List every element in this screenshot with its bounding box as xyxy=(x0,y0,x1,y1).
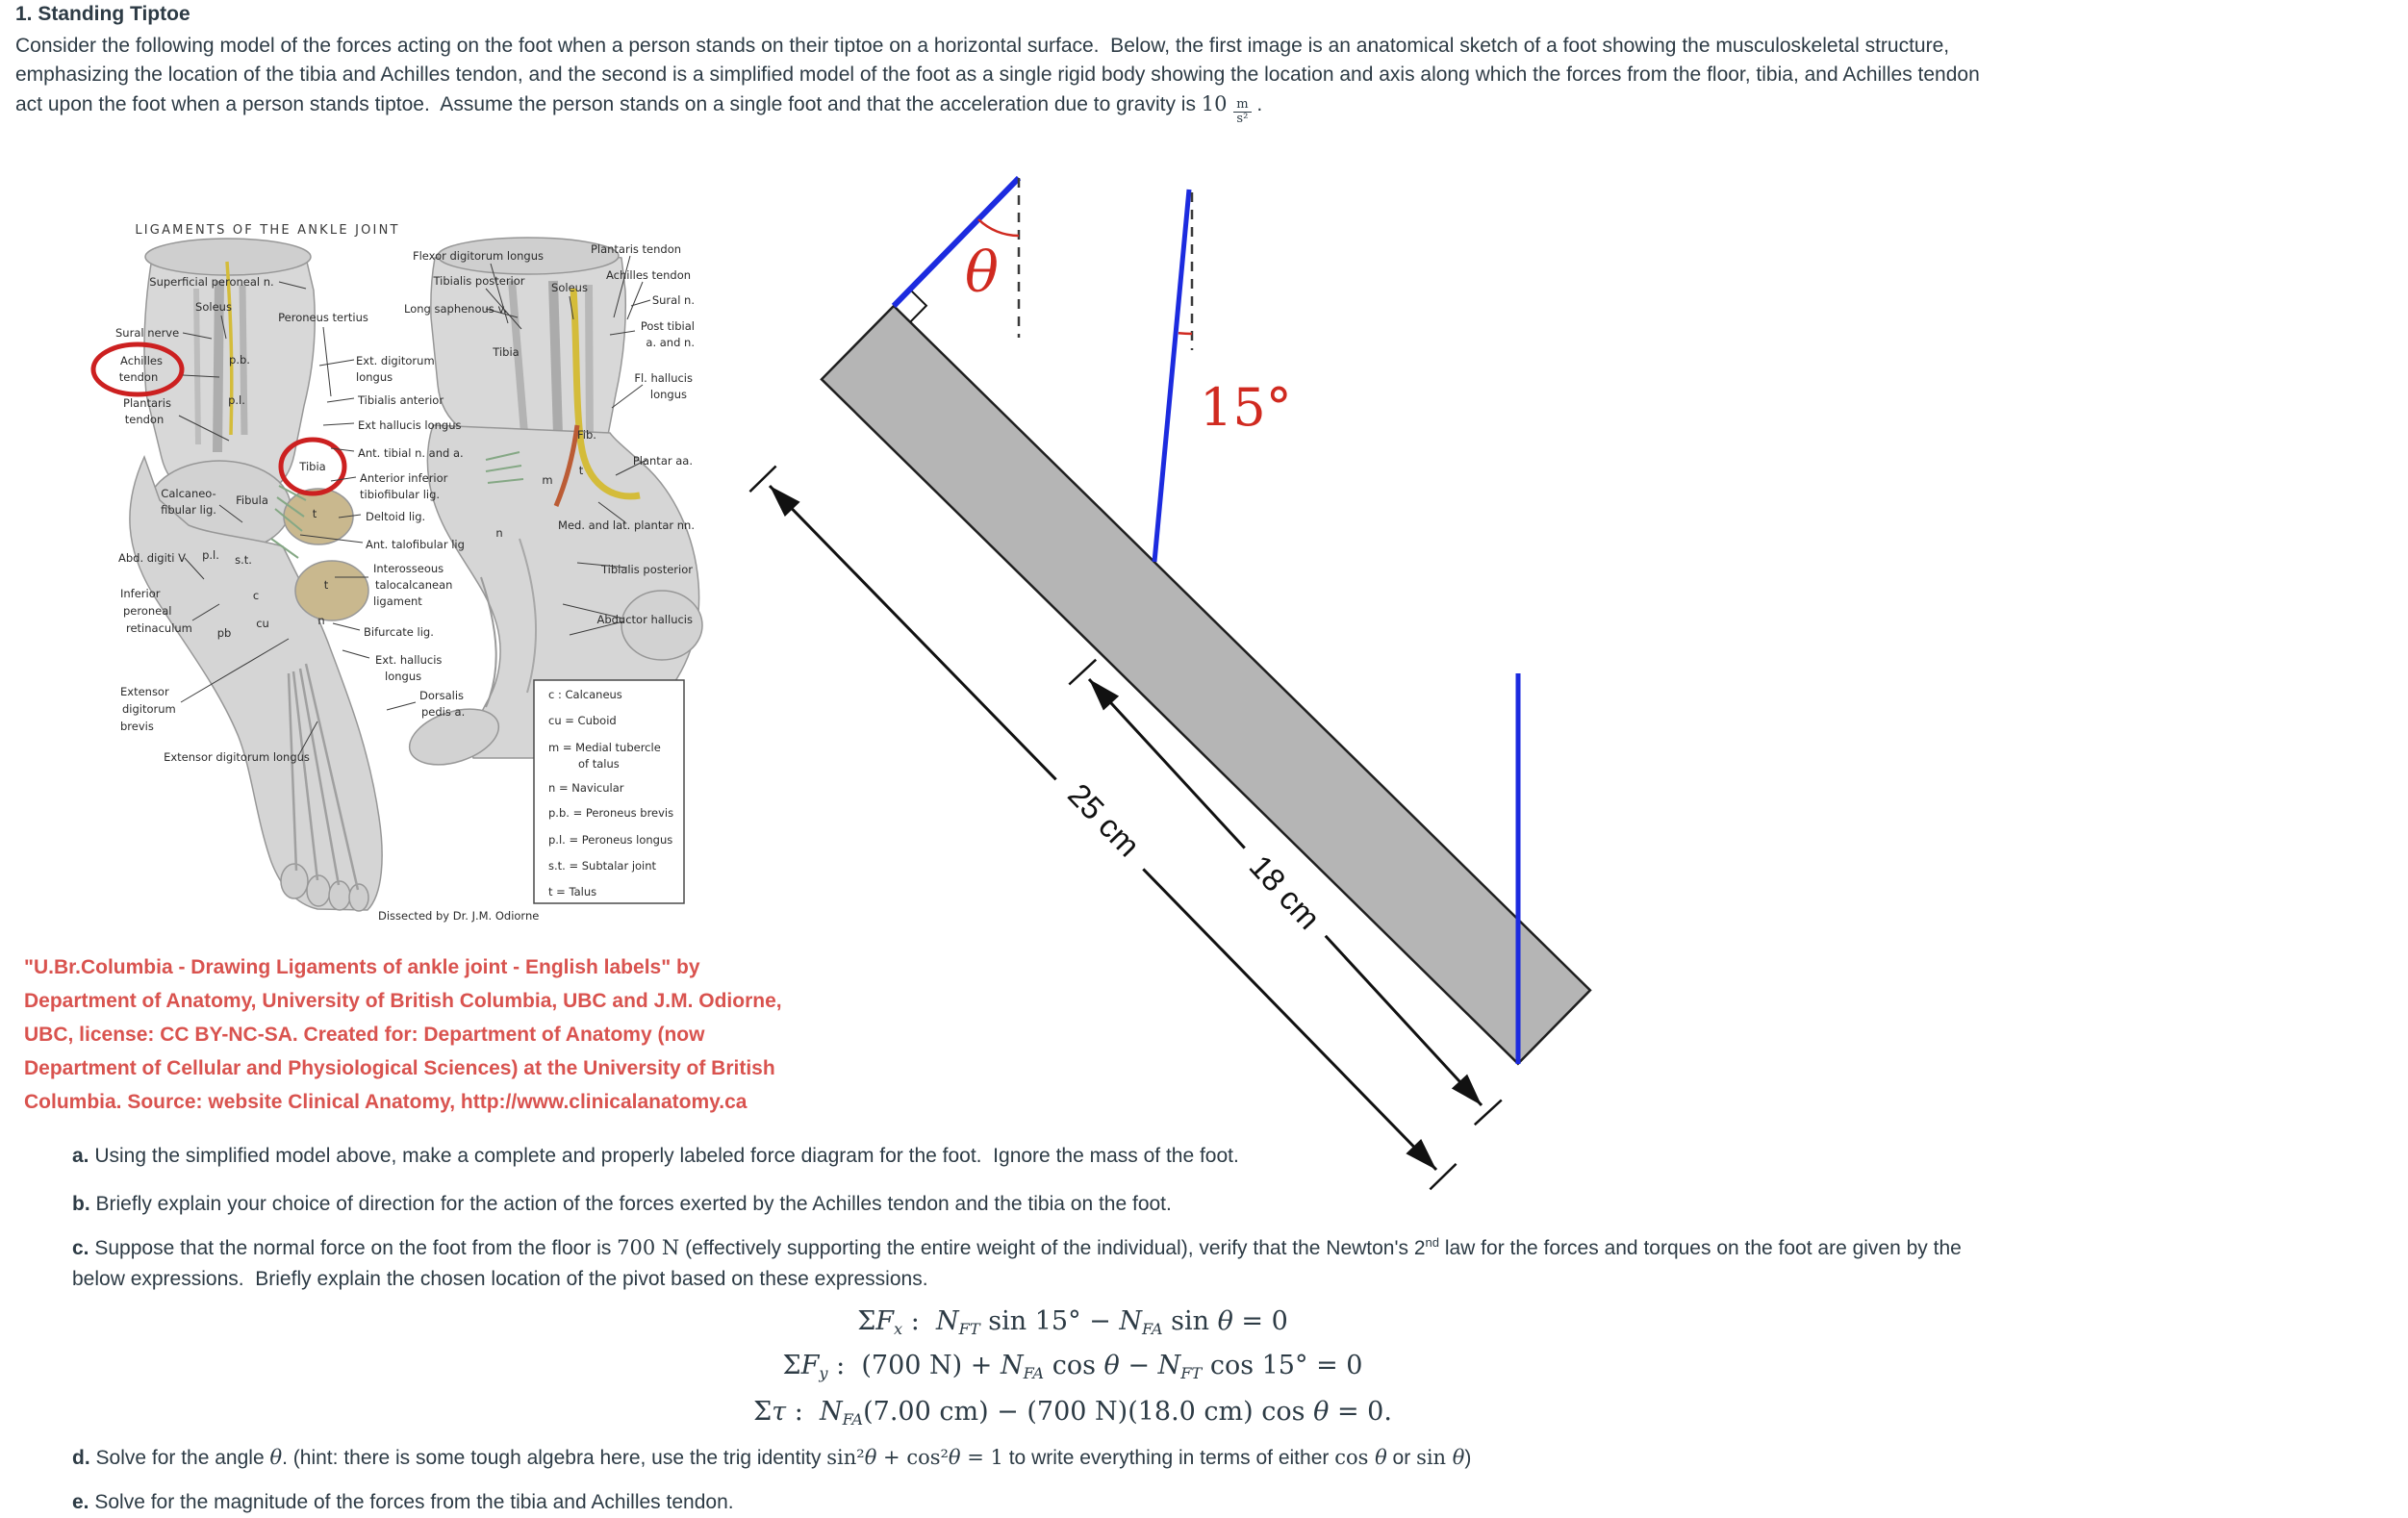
anatomy-label: Calcaneo- xyxy=(161,487,216,500)
anatomy-label: Plantar aa. xyxy=(632,454,693,468)
anatomy-label: Tibialis posterior xyxy=(433,274,525,288)
anatomy-label: Achilles xyxy=(120,354,163,367)
text-token: θ xyxy=(864,1446,877,1469)
anatomy-label: pedis a. xyxy=(421,705,466,719)
citation-line: Department of Anatomy, University of British Columbia, UBC and J.M. Odiorne, xyxy=(24,990,782,1012)
anatomy-label: longus xyxy=(649,388,687,401)
question-a xyxy=(72,1145,1239,1168)
question-a-prefix: a. xyxy=(72,1145,89,1167)
text-token: θ xyxy=(1103,1351,1120,1380)
question-b-prefix: b. xyxy=(72,1193,90,1215)
anatomy-label: Extensor digitorum longus xyxy=(164,750,310,764)
dim-18cm-label: 18 cm xyxy=(1242,848,1328,936)
question-a-text: Using the simplified model above, make a complete and properly labeled force diagram for the foot. Ignore the mass of the foot. xyxy=(89,1145,1239,1167)
text-token: cos xyxy=(1044,1351,1104,1380)
anatomy-label: Tibialis anterior xyxy=(358,393,444,407)
citation-line: UBC, license: CC BY-NC-SA. Created for: Department of Anatomy (now xyxy=(24,1024,705,1046)
anatomy-label: longus xyxy=(385,670,422,683)
anatomy-label: s.t. xyxy=(235,553,252,567)
text-token: nd xyxy=(1425,1235,1439,1250)
anatomy-label: a. and n. xyxy=(646,336,695,349)
anatomy-label: Interosseous xyxy=(373,562,444,575)
text-token: $\frac{m}{\text{s²}}$ xyxy=(1233,98,1251,125)
anatomy-label: p.l. = Peroneus longus xyxy=(548,833,673,847)
text-token: + cos² xyxy=(876,1446,949,1469)
anatomy-label: t xyxy=(323,578,329,592)
anatomy-label: Plantaris tendon xyxy=(590,242,682,256)
anatomy-label: Inferior xyxy=(120,587,161,600)
anatomy-label: Fib. xyxy=(577,428,596,442)
anatomy-label: of talus xyxy=(578,757,620,771)
theta-arc xyxy=(978,219,1019,236)
anatomy-label: Superficial peroneal n. xyxy=(149,275,274,289)
text-token: N xyxy=(819,1397,843,1427)
anatomy-label: Ant. tibial n. and a. xyxy=(358,446,464,460)
anatomy-label: t xyxy=(312,507,317,520)
anatomy-label: s.t. = Subtalar joint xyxy=(548,859,657,873)
anatomy-label: Sural n. xyxy=(651,293,695,307)
anatomy-label: pb xyxy=(216,626,232,640)
text-token: θ xyxy=(1217,1306,1233,1336)
text-token: 10 xyxy=(1201,92,1234,115)
angle-15-arc xyxy=(1179,333,1192,334)
anatomy-label: n xyxy=(495,526,503,540)
intro-line-1: Consider the following model of the forces acting on the foot when a person stands on their tiptoe on a horizontal surface. Below, the first image is an anatomical sketch of a foot showing the musculoskeletal structure, xyxy=(15,35,1950,57)
citation-line: "U.Br.Columbia - Drawing Ligaments of ankle joint - English labels" by xyxy=(24,956,700,978)
anatomy-label: talocalcanean xyxy=(375,578,453,592)
text-token: FT xyxy=(1180,1363,1203,1382)
text-token: x xyxy=(894,1319,903,1338)
text-token: τ xyxy=(772,1397,787,1427)
text-token: θ xyxy=(1313,1397,1330,1427)
text-token: ) xyxy=(1464,1447,1472,1469)
anatomy-label: n xyxy=(317,614,325,627)
anatomy-label: Flexor digitorum longus xyxy=(412,249,545,263)
anatomy-label: Ext. hallucis xyxy=(375,653,443,667)
text-token: θ xyxy=(948,1446,961,1469)
anatomy-label: m = Medial tubercle xyxy=(548,741,661,754)
anatomy-label: tendon xyxy=(124,413,165,426)
anatomy-label: Abductor hallucis xyxy=(596,613,693,626)
text-token: law for the forces and torques on the foot are given by the xyxy=(1439,1237,1962,1259)
question-c-prefix: c. xyxy=(72,1237,89,1259)
text-token: (effectively supporting the entire weight of the individual), verify that the Newton's 2 xyxy=(679,1237,1426,1259)
text-token: = 1 xyxy=(960,1446,1003,1469)
anatomy-label: Dorsalis xyxy=(419,689,465,702)
text-token: F xyxy=(875,1306,895,1336)
text-token: Σ xyxy=(857,1306,876,1336)
anatomy-label: Soleus xyxy=(195,300,232,314)
text-token: (7.00 cm) − (700 N)(18.0 cm) cos xyxy=(863,1397,1314,1427)
text-token: sin xyxy=(1416,1446,1453,1469)
anatomy-label: Anterior inferior xyxy=(360,471,448,485)
text-token: = 0. xyxy=(1329,1397,1392,1427)
equation-sum-fy xyxy=(0,1351,2145,1382)
text-token: to write everything in terms of either xyxy=(1002,1447,1335,1469)
anatomy-label: cu xyxy=(256,617,269,630)
text-token: Suppose that the normal force on the foot from the floor is xyxy=(89,1237,618,1259)
achilles-force-line xyxy=(894,178,1019,306)
equation-sum-tau xyxy=(0,1397,2145,1429)
anatomy-label: fibular lig. xyxy=(161,503,216,517)
question-e-prefix: e. xyxy=(72,1491,89,1513)
text-token: FT xyxy=(958,1319,980,1338)
text-token: Σ xyxy=(782,1351,801,1380)
anatomy-label: Ext. digitorum xyxy=(356,354,435,367)
text-token: . (hint: there is some tough algebra here, use the trig identity xyxy=(282,1447,827,1469)
text-token: FA xyxy=(1023,1363,1045,1382)
text-token: θ xyxy=(269,1446,283,1469)
question-e xyxy=(72,1491,734,1514)
text-token: FA xyxy=(1142,1319,1163,1338)
anatomy-label: tendon xyxy=(118,370,159,384)
page-title: 1. Standing Tiptoe xyxy=(15,3,190,25)
anatomy-label: Deltoid lig. xyxy=(366,510,426,523)
text-token: : (700 N) + xyxy=(827,1351,1001,1380)
anatomy-label: Fibula xyxy=(236,493,268,507)
text-token: sin² xyxy=(826,1446,865,1469)
anatomy-label: Med. and lat. plantar nn. xyxy=(558,519,695,532)
anatomy-label: cu = Cuboid xyxy=(548,714,617,727)
text-token: N xyxy=(1000,1351,1024,1380)
text-token: F xyxy=(800,1351,820,1380)
text-token: − xyxy=(1119,1351,1158,1380)
question-b xyxy=(72,1193,1172,1216)
question-c-line2: below expressions. Briefly explain the chosen location of the pivot based on these expressions. xyxy=(72,1268,928,1290)
image-citation xyxy=(24,950,782,1119)
anatomy-label: Long saphenous v. xyxy=(404,302,508,316)
question-b-text: Briefly explain your choice of direction for the action of the forces exerted by the Achilles tendon and the tibia on the foot. xyxy=(89,1193,1172,1215)
citation-line: Columbia. Source: website Clinical Anatomy, http://www.clinicalanatomy.ca xyxy=(24,1091,748,1113)
text-token: . xyxy=(1251,93,1263,115)
anatomy-label: Ext hallucis longus xyxy=(358,418,462,432)
tibia-force-line xyxy=(1154,190,1189,562)
anatomy-label: Ant. talofibular lig xyxy=(366,538,465,551)
right-angle-marker xyxy=(910,290,926,322)
text-token: cos 15° = 0 xyxy=(1202,1351,1363,1380)
anatomy-label: p.l. xyxy=(228,393,245,407)
anatomy-label: Abd. digiti V xyxy=(118,551,186,565)
text-token: N xyxy=(1157,1351,1181,1380)
anatomy-label: Tibia xyxy=(299,460,326,473)
anatomy-label: t xyxy=(578,464,584,477)
dim-25cm-label: 25 cm xyxy=(1061,776,1148,864)
text-token: act upon the foot when a person stands tiptoe. Assume the person stands on a single foot and that the acceleration due to gravity is xyxy=(15,93,1202,115)
anatomy-label: p.l. xyxy=(202,548,219,562)
text-token: cos xyxy=(1334,1446,1376,1469)
anatomy-label: c : Calcaneus xyxy=(548,688,622,701)
text-token: Solve for the angle xyxy=(89,1447,270,1469)
text-token: sin xyxy=(1162,1306,1218,1336)
anatomy-label: p.b. xyxy=(229,353,250,367)
text-token: y xyxy=(819,1363,828,1382)
anatomy-label: tibiofibular lig. xyxy=(360,488,441,501)
text-token: θ xyxy=(1452,1446,1465,1469)
text-token: θ xyxy=(1375,1446,1387,1469)
anatomy-label: Peroneus tertius xyxy=(278,311,368,324)
foot-model-diagram xyxy=(741,115,1655,1193)
equation-sum-fx xyxy=(0,1306,2145,1338)
anatomy-label: Tibialis posterior xyxy=(600,563,693,576)
question-d-text xyxy=(90,1447,1472,1469)
text-token: or xyxy=(1386,1447,1417,1469)
text-token: : xyxy=(786,1397,820,1427)
anatomy-label: m xyxy=(542,473,553,487)
anatomy-label: digitorum xyxy=(122,702,176,716)
figure-title: LIGAMENTS OF THE ANKLE JOINT xyxy=(135,223,400,238)
text-token: 700 N xyxy=(617,1236,680,1259)
anatomy-label: brevis xyxy=(120,720,154,733)
anatomy-label: Post tibial xyxy=(640,319,695,333)
text-token: : xyxy=(902,1306,937,1336)
anatomy-label: Fl. hallucis xyxy=(634,371,693,385)
text-token: FA xyxy=(842,1409,864,1429)
anatomy-label: Bifurcate lig. xyxy=(364,625,434,639)
anatomy-label: n = Navicular xyxy=(548,781,624,795)
anatomy-label: p.b. = Peroneus brevis xyxy=(548,806,674,820)
anatomy-label: ligament xyxy=(373,595,422,608)
anatomy-figure xyxy=(19,219,722,936)
theta-angle-label: θ xyxy=(965,240,999,305)
anatomy-label: Soleus xyxy=(551,281,588,294)
anatomy-label: Tibia xyxy=(493,345,520,359)
anatomy-label: Achilles tendon xyxy=(605,268,692,282)
question-c-line1 xyxy=(72,1235,1962,1260)
figure-credit: Dissected by Dr. J.M. Odiorne xyxy=(378,909,540,923)
question-e-text: Solve for the magnitude of the forces from the tibia and Achilles tendon. xyxy=(89,1491,734,1513)
text-token: N xyxy=(1119,1306,1142,1336)
question-c-text1 xyxy=(89,1237,1962,1259)
question-d-prefix: d. xyxy=(72,1447,90,1469)
text-token: = 0 xyxy=(1232,1306,1288,1336)
anatomy-label: retinaculum xyxy=(126,621,192,635)
angle-15-label: 15° xyxy=(1200,377,1292,438)
citation-line: Department of Cellular and Physiological Sciences) at the University of British xyxy=(24,1057,775,1079)
text-token: sin 15° − xyxy=(979,1306,1120,1336)
question-d xyxy=(72,1446,1471,1470)
text-token: Σ xyxy=(753,1397,773,1427)
text-token: N xyxy=(936,1306,959,1336)
anatomy-label: longus xyxy=(356,370,393,384)
anatomy-label: peroneal xyxy=(123,604,172,618)
anatomy-label: Sural nerve xyxy=(115,326,180,340)
anatomy-label: t = Talus xyxy=(548,885,597,898)
anatomy-label: c xyxy=(252,589,260,602)
intro-line-2: emphasizing the location of the tibia and Achilles tendon, and the second is a simplified model of the foot as a single rigid body showing the location and axis along which the forces from the floor, tibia, and Achilles tendon xyxy=(15,63,1980,86)
anatomy-label: Extensor xyxy=(120,685,169,698)
anatomy-label: Plantaris xyxy=(123,396,171,410)
